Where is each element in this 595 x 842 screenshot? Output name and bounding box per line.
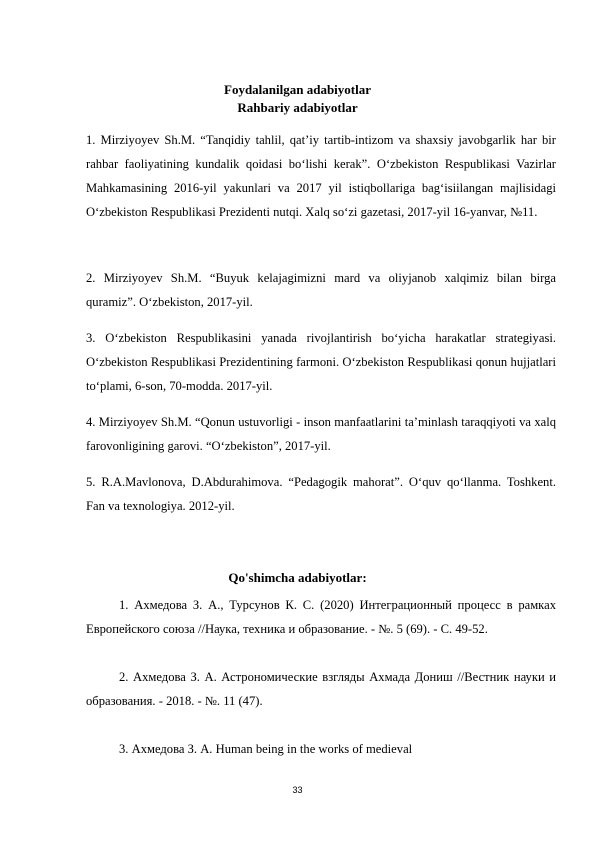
supplementary-reference-item: 2. Ахмедова З. А. Астрономические взгляды Ахмада Дониш //Вестник науки и образования. - 2018. - №. 11 (47). (86, 670, 556, 708)
reference-item: 3. O‘zbekiston Respublikasini yanada rivojlantirish bo‘yicha harakatlar strategiyasi. O‘zbekiston Respublikasi Prezidentining farmoni. O‘zbekiston Respublikasi qonun hujjatlari to‘plami, 6-son, 70-modda. 2017-yil. (86, 331, 556, 393)
guiding-references-subheading: Rahbariy adabiyotlar (237, 100, 358, 115)
page-number: 33 (292, 785, 303, 795)
reference-item: 2. Mirziyoyev Sh.M. “Buyuk kelajagimizni mard va oliyjanob xalqimiz bilan birga quramiz”. O‘zbekiston, 2017-yil. (86, 271, 556, 309)
supplementary-reference-item: 3. Ахмедова З. А. Human being in the works of medieval (119, 742, 413, 756)
reference-item: 1. Mirziyoyev Sh.M. “Tanqidiy tahlil, qat’iy tartib-intizom va shaxsiy javobgarlik har bir rahbar faoliyatining kundalik qoidasi bo‘lishi kerak”. O‘zbekiston Respublikasi Vazirlar Mahkamasining 2016-yil yakunlari va 2017 yil istiqbollariga bag‘isiilangan majlisidagi O‘zbekiston Respublikasi Prezidenti nutqi. Xalq so‘zi gazetasi, 2017-yil 16-yanvar, №11. (86, 133, 556, 219)
references-heading: Foydalanilgan adabiyotlar (224, 82, 371, 97)
supplementary-references-heading: Qo'shimcha adabiyotlar: (228, 570, 367, 585)
reference-item: 5. R.A.Mavlonova, D.Abdurahimova. “Pedagogik mahorat”. O‘quv qo‘llanma. Toshkent. Fan va texnologiya. 2012-yil. (86, 475, 556, 513)
supplementary-reference-item: 1. Ахмедова З. А., Турсунов К. С. (2020) Интеграционный процесс в рамках Европейского союза //Наука, техника и образование. - №. 5 (69). - С. 49-52. (86, 598, 556, 636)
reference-item: 4. Mirziyoyev Sh.M. “Qonun ustuvorligi - inson manfaatlarini ta’minlash taraqqiyoti va xalq farovonligining garovi. “O‘zbekiston”, 2017-yil. (86, 415, 556, 453)
